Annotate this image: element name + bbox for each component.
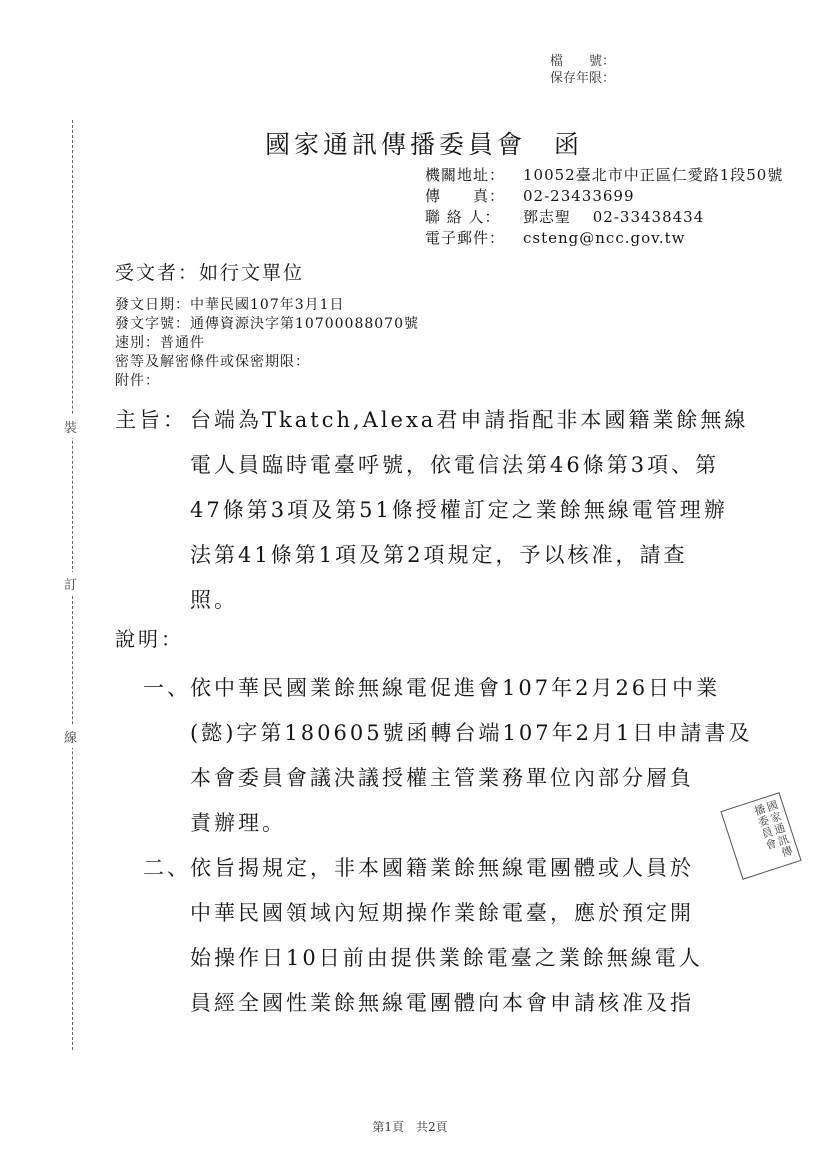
contact-label: 機關地址： [425, 166, 506, 184]
page-footer: 第1頁 共2頁 [372, 1120, 448, 1134]
document-title [265, 125, 583, 161]
explanation-marker: 一、 [143, 676, 191, 700]
issue-number: 發文字號：通傳資源決字第10700088070號 [115, 316, 419, 332]
classification: 密等及解密條件或保密期限： [115, 354, 310, 370]
explanation-line: 本會委員會議決議授權主管業務單位內部分層負 [190, 766, 694, 790]
explanation-line: (懿)字第180605號函轉台端107年2月1日申請書及 [190, 721, 753, 745]
subject-line: 照。 [190, 588, 238, 612]
document-type: 函 [554, 130, 584, 159]
issue-date: 發文日期：中華民國107年3月1日 [115, 297, 345, 313]
explanation-line: 員經全國性業餘無線電團體向本會申請核准及指 [190, 991, 694, 1015]
binding-char-xian: 線 [64, 725, 77, 748]
binding-char-ding: 訂 [64, 572, 77, 595]
explanation-line: 責辦理。 [190, 811, 286, 835]
contact-address [425, 165, 783, 186]
subject-line: 47條第3項及第51條授權訂定之業餘無線電管理辦 [190, 498, 728, 522]
recipient: 受文者：如行文單位 [115, 262, 305, 284]
contact-person [425, 207, 704, 228]
urgency: 速別：普通件 [115, 335, 205, 351]
contact-value: 10052臺北市中正區仁愛路1段50號 [523, 166, 784, 184]
contact-label: 傳 真： [425, 187, 506, 205]
subject-label: 主旨： [115, 408, 187, 432]
subject-line: 台端為Tkatch,Alexa君申請指配非本國籍業餘無線 [190, 408, 749, 432]
explanation-line: 中華民國領域內短期操作業餘電臺，應於預定開 [190, 901, 694, 925]
contact-email [425, 228, 685, 249]
file-number-label: 檔 號： [549, 54, 615, 69]
explanation-line: 依旨揭規定，非本國籍業餘無線電團體或人員於 [190, 856, 694, 880]
contact-label: 電子郵件： [425, 229, 506, 247]
contact-value: 02-23433699 [523, 187, 635, 205]
contact-label: 聯 絡 人： [425, 208, 501, 226]
official-seal-stamp: 國家通訊傳播委員會 [720, 792, 801, 880]
attachments: 附件： [115, 373, 160, 389]
contact-value: 鄧志聖 02-33438434 [523, 208, 705, 226]
explanation-label: 說明： [115, 627, 184, 651]
subject-line: 法第41條第1項及第2項規定，予以核准，請查 [190, 543, 688, 567]
binding-char-zhuang: 裝 [64, 415, 77, 438]
agency-name: 國家通訊傳播委員會 [265, 130, 527, 159]
contact-fax [425, 186, 635, 207]
retention-period-label: 保存年限： [549, 71, 615, 86]
contact-value: csteng@ncc.gov.tw [523, 229, 686, 247]
explanation-marker: 二、 [143, 856, 191, 880]
explanation-line: 始操作日10日前由提供業餘電臺之業餘無線電人 [190, 946, 703, 970]
explanation-line: 依中華民國業餘無線電促進會107年2月26日中業 [190, 676, 721, 700]
subject-line: 電人員臨時電臺呼號，依電信法第46條第3項、第 [190, 453, 720, 477]
